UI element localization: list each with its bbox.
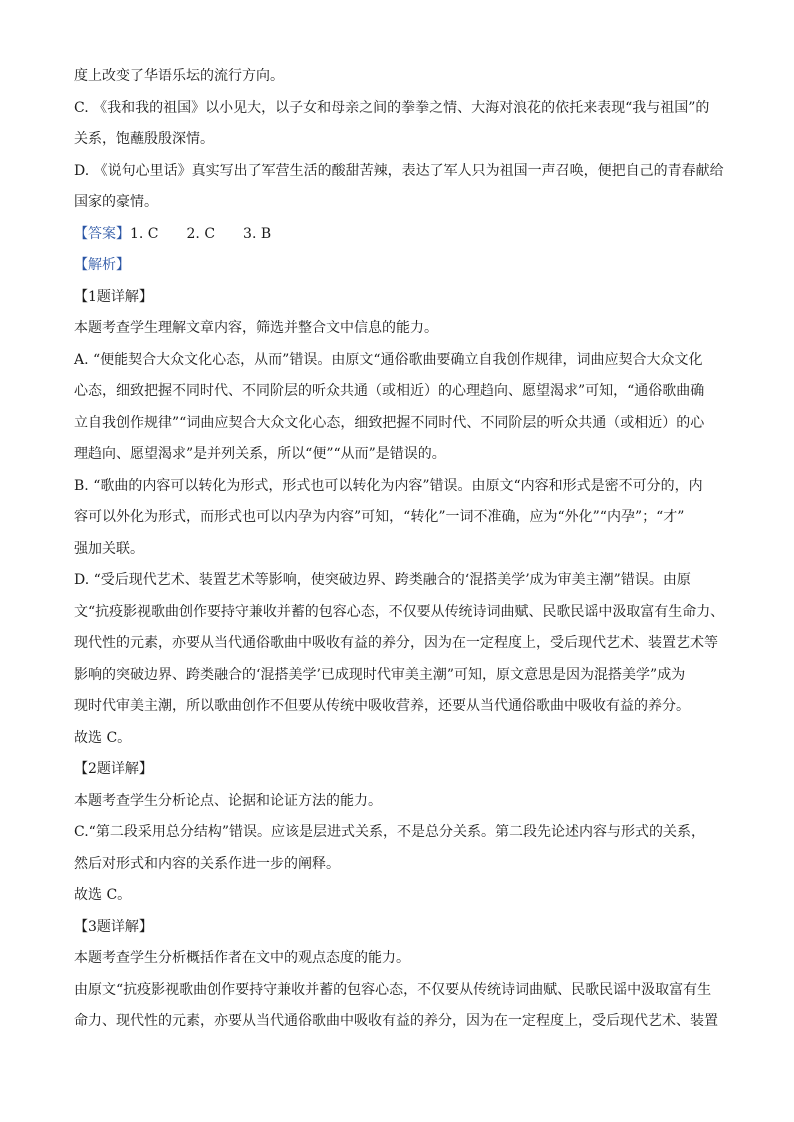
text-line: B. “歌曲的内容可以转化为形式，形式也可以转化为内容”错误。由原文“内容和形式是密不可分的，内 bbox=[74, 478, 703, 494]
text-line: 本题考查学生理解文章内容，筛选并整合文中信息的能力。 bbox=[74, 320, 438, 336]
text-line: D. “受后现代艺术、装置艺术等影响，使突破边界、跨类融合的‘混搭美学’成为审美主潮”错误。由原 bbox=[74, 572, 691, 588]
text-line: 心态，细致把握不同时代、不同阶层的听众共通（或相近）的心理趋向、愿望渴求”可知，“通俗歌曲确 bbox=[74, 383, 705, 399]
section-heading-3: 【3题详解】 bbox=[74, 919, 153, 935]
text-line: 文“抗疫影视歌曲创作要持守兼收并蓄的包容心态，不仅要从传统诗词曲赋、民歌民谣中汲取富有生命力、 bbox=[74, 604, 725, 620]
text-line: 本题考查学生分析概括作者在文中的观点态度的能力。 bbox=[74, 950, 410, 966]
answer-text: 1. C 2. C 3. B bbox=[130, 226, 272, 242]
text-line: 现代性的元素，亦要从当代通俗歌曲中吸收有益的养分，因为在一定程度上，受后现代艺术、装置艺术等 bbox=[74, 635, 718, 651]
text-line: D. 《说句心里话》真实写出了军营生活的酸甜苦辣，表达了军人只为祖国一声召唤，便把自己的青春献给 bbox=[74, 163, 724, 179]
section-heading-2: 【2题详解】 bbox=[74, 761, 153, 777]
text-line: A. “便能契合大众文化心态，从而”错误。由原文“通俗歌曲要确立自我创作规律，词曲应契合大众文化 bbox=[74, 352, 703, 368]
text-line: 国家的豪情。 bbox=[74, 194, 158, 210]
text-line: 由原文“抗疫影视歌曲创作要持守兼收并蓄的包容心态，不仅要从传统诗词曲赋、民歌民谣中汲取富有生 bbox=[74, 982, 712, 998]
answer-line bbox=[74, 224, 271, 244]
text-line: 命力、现代性的元素，亦要从当代通俗歌曲中吸收有益的养分，因为在一定程度上，受后现代艺术、装置 bbox=[74, 1013, 718, 1029]
text-line: 故选 C。 bbox=[74, 887, 132, 903]
text-line: 影响的突破边界、跨类融合的‘混搭美学’已成现时代审美主潮”可知，原文意思是因为混搭美学”成为 bbox=[74, 667, 686, 683]
text-line: 本题考查学生分析论点、论据和论证方法的能力。 bbox=[74, 793, 382, 809]
analysis-tag: 【解析】 bbox=[74, 257, 130, 273]
answer-tag: 【答案】 bbox=[74, 226, 130, 242]
text-line: 立自我创作规律”“词曲应契合大众文化心态，细致把握不同时代、不同阶层的听众共通（或相近）的心 bbox=[74, 415, 705, 431]
text-line: 故选 C。 bbox=[74, 730, 132, 746]
text-line: 然后对形式和内容的关系作进一步的阐释。 bbox=[74, 856, 340, 872]
text-line: 度上改变了华语乐坛的流行方向。 bbox=[74, 68, 284, 84]
text-line: 现时代审美主潮，所以歌曲创作不但要从传统中吸收营养，还要从当代通俗歌曲中吸收有益的养分。 bbox=[74, 698, 690, 714]
text-line: 理趋向、愿望渴求”是并列关系，所以“便”“从而”是错误的。 bbox=[74, 446, 446, 462]
text-line: 强加关联。 bbox=[74, 541, 144, 557]
text-line: 容可以外化为形式，而形式也可以内孕为内容”可知，“转化”一词不准确，应为“外化”“内孕”；“才” bbox=[74, 509, 685, 525]
text-line: 关系，饱蘸殷殷深情。 bbox=[74, 131, 214, 147]
section-heading-1: 【1题详解】 bbox=[74, 289, 153, 305]
text-line: C. 《我和我的祖国》以小见大，以子女和母亲之间的拳拳之情、大海对浪花的依托来表现“我与祖国”的 bbox=[74, 100, 710, 116]
text-line: C.“第二段采用总分结构”错误。应该是层进式关系，不是总分关系。第二段先论述内容与形式的关系， bbox=[74, 824, 705, 840]
